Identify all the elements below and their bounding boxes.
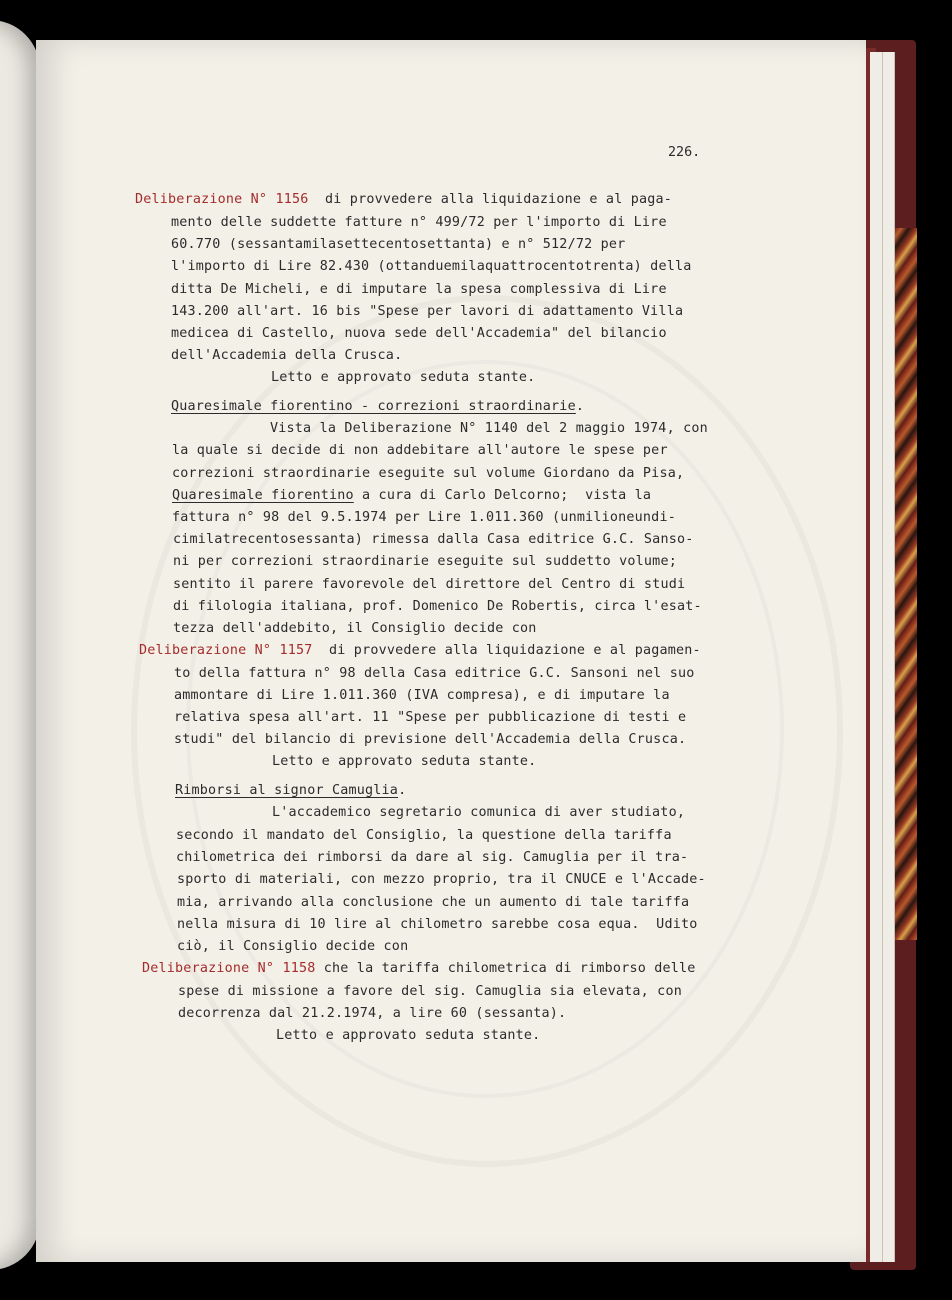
text-span: di filologia italiana, prof. Domenico De Robertis, circa l'esat- <box>173 599 702 614</box>
text-line <box>172 444 668 457</box>
deliberation-heading: Deliberazione N° 1157 <box>139 643 313 658</box>
left-page <box>0 20 40 1270</box>
text-line <box>172 489 651 502</box>
text-line <box>177 918 698 931</box>
text-span: spese di missione a favore del sig. Camuglia sia elevata, con <box>178 984 682 999</box>
text-span: sporto di materiali, con mezzo proprio, tra il CNUCE e l'Accade- <box>177 872 706 887</box>
text-span: la quale si decide di non addebitare all'autore le spese per <box>172 443 668 458</box>
text-line <box>142 962 696 975</box>
text-span: nella misura di 10 lire al chilometro sarebbe cosa equa. Udito <box>177 917 698 932</box>
text-line <box>174 667 695 680</box>
text-span: Letto e approvato seduta stante. <box>271 370 536 385</box>
text-line <box>177 873 706 886</box>
text-span: ammontare di Lire 1.011.360 (IVA compresa), e di imputare la <box>174 688 670 703</box>
text-line <box>177 896 689 909</box>
text-line <box>174 733 686 746</box>
text-span: L'accademico segretario comunica di aver studiato, <box>272 805 686 820</box>
text-line <box>272 806 685 819</box>
underlined-heading: Quaresimale fiorentino - correzioni straordinarie <box>171 399 576 414</box>
text-span: decorrenza dal 21.2.1974, a lire 60 (sessanta). <box>178 1006 567 1021</box>
text-span: Vista la Deliberazione N° 1140 del 2 maggio 1974, con <box>270 421 708 436</box>
text-span: correzioni straordinarie eseguite sul volume Giordano da Pisa, <box>172 466 685 481</box>
text-line <box>270 422 708 435</box>
text-span: sentito il parere favorevole del direttore del Centro di studi <box>173 577 686 592</box>
text-span: relativa spesa all'art. 11 "Spese per pubblicazione di testi e <box>174 710 687 725</box>
deliberation-heading: Deliberazione N° 1156 <box>135 192 309 207</box>
text-span: a cura di Carlo Delcorno; vista la <box>353 488 652 503</box>
text-line <box>171 400 584 413</box>
text-span: 143.200 all'art. 16 bis "Spese per lavori di adattamento Villa <box>171 304 684 319</box>
text-line <box>171 327 667 340</box>
text-span: mia, arrivando alla conclusione che un aumento di tale tariffa <box>177 895 690 910</box>
text-line <box>177 940 408 953</box>
text-line <box>173 533 694 546</box>
text-span: di provvedere alla liquidazione e al pagamen- <box>312 643 701 658</box>
deliberation-heading: Deliberazione N° 1158 <box>142 961 316 976</box>
text-line <box>171 216 667 229</box>
text-span: to della fattura n° 98 della Casa editrice G.C. Sansoni nel suo <box>174 666 695 681</box>
page-edges-2 <box>870 52 883 1262</box>
text-line <box>173 555 677 568</box>
text-line <box>173 578 685 591</box>
text-span: cimilatrecentosessanta) rimessa dalla Casa editrice G.C. Sanso- <box>173 532 694 547</box>
text-span: che la tariffa chilometrica di rimborso delle <box>315 961 696 976</box>
text-span: dell'Accademia della Crusca. <box>171 348 403 363</box>
text-line <box>175 784 406 797</box>
text-line <box>171 283 667 296</box>
text-line <box>135 193 672 206</box>
text-line <box>174 711 686 724</box>
text-line <box>173 600 702 613</box>
page-number: 226. <box>668 145 701 160</box>
text-span: ni per correzioni straordinarie eseguite sul suddetto volume; <box>173 554 677 569</box>
text-span: tezza dell'addebito, il Consiglio decide con <box>173 621 537 636</box>
text-span: di provvedere alla liquidazione e al paga- <box>308 192 673 207</box>
text-span: Letto e approvato seduta stante. <box>272 754 537 769</box>
underlined-heading: Rimborsi al signor Camuglia <box>175 783 399 798</box>
text-span: fattura n° 98 del 9.5.1974 per Lire 1.011.360 (unmilioneundi- <box>172 510 676 525</box>
text-span: secondo il mandato del Consiglio, la questione della tariffa <box>176 828 672 843</box>
text-span: . <box>398 783 407 798</box>
text-span: ditta De Micheli, e di imputare la spesa complessiva di Lire <box>171 282 667 297</box>
text-line <box>171 238 625 251</box>
text-line <box>276 1029 540 1042</box>
text-span: . <box>575 399 585 414</box>
text-span: studi" del bilancio di previsione dell'Accademia della Crusca. <box>174 732 687 747</box>
marbled-paper <box>893 228 917 940</box>
text-line <box>139 644 701 657</box>
text-line <box>171 305 683 318</box>
text-line <box>178 985 682 998</box>
text-span: Letto e approvato seduta stante. <box>276 1028 541 1043</box>
text-line <box>272 755 536 768</box>
text-span: ciò, il Consiglio decide con <box>177 939 409 954</box>
text-line <box>176 829 672 842</box>
text-line <box>172 511 676 524</box>
text-span: mento delle suddette fatture n° 499/72 per l'importo di Lire <box>171 215 667 230</box>
text-line <box>176 851 688 864</box>
text-line <box>172 467 684 480</box>
text-line <box>271 371 535 384</box>
text-line <box>171 349 402 362</box>
underlined-heading: Quaresimale fiorentino <box>172 488 354 503</box>
text-line <box>178 1007 566 1020</box>
text-span: chilometrica dei rimborsi da dare al sig. Camuglia per il tra- <box>176 850 689 865</box>
text-line <box>174 689 670 702</box>
text-span: 60.770 (sessantamilasettecentosettanta) e n° 512/72 per <box>171 237 626 252</box>
text-line <box>171 260 692 273</box>
text-line <box>173 622 537 635</box>
text-span: l'importo di Lire 82.430 (ottanduemilaquattrocentotrenta) della <box>171 259 692 274</box>
text-span: medicea di Castello, nuova sede dell'Accademia" del bilancio <box>171 326 667 341</box>
